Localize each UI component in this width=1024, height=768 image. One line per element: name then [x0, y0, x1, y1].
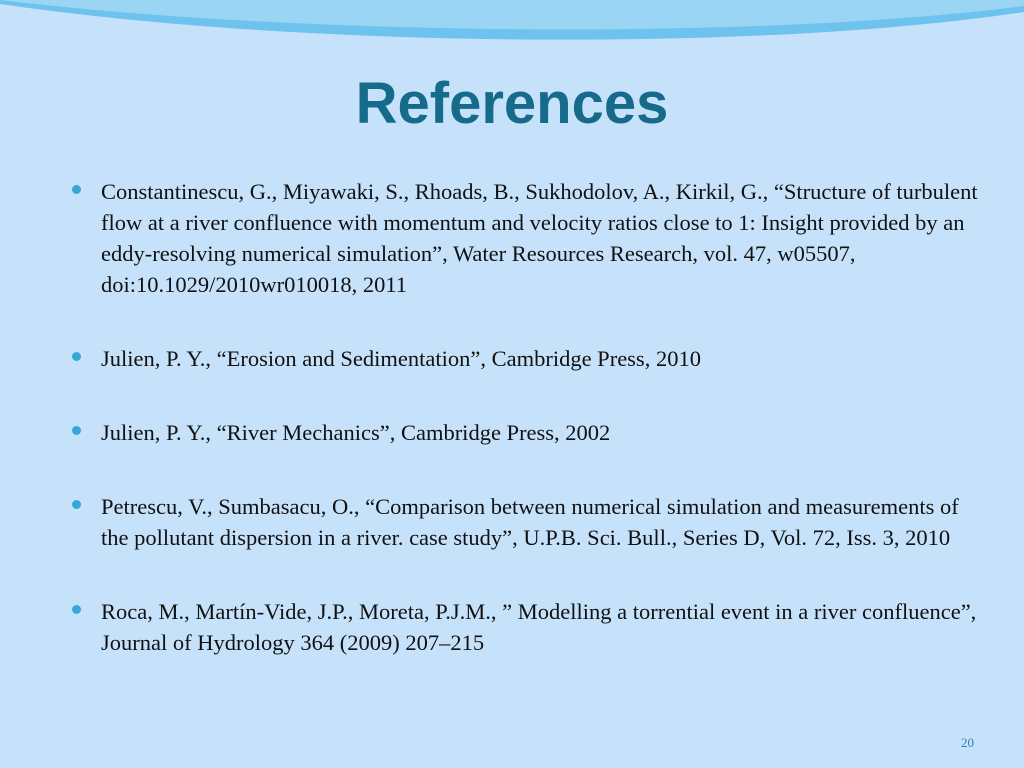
reference-list [70, 176, 990, 701]
reference-item [70, 176, 990, 300]
reference-item [70, 343, 990, 374]
bullet-icon [72, 605, 81, 614]
reference-text: Julien, P. Y., “River Mechanics”, Cambridge Press, 2002 [101, 420, 611, 445]
bullet-icon [72, 185, 81, 194]
top-wave-decoration [0, 0, 1024, 42]
reference-item [70, 491, 990, 553]
reference-text: Constantinescu, G., Miyawaki, S., Rhoads, B., Sukhodolov, A., Kirkil, G., “Structure of turbulent flow at a river confluence with momentum and velocity ratios close to 1: Insight provided by an eddy-resolving numerical simulation”, Water Resources Research, vol. 47, w05507, doi:10.1029/2010wr010018, 2011 [101, 179, 978, 297]
reference-item [70, 596, 990, 658]
bullet-icon [72, 500, 81, 509]
slide-title: References [355, 71, 669, 136]
bullet-icon [72, 352, 81, 361]
reference-text: Petrescu, V., Sumbasacu, O., “Comparison between numerical simulation and measurements of the pollutant dispersion in a river. case study”, U.P.B. Sci. Bull., Series D, Vol. 72, Iss. 3, 2010 [101, 494, 959, 550]
bullet-icon [72, 426, 81, 435]
page-number: 20 [961, 735, 974, 750]
reference-item [70, 417, 990, 448]
reference-text: Julien, P. Y., “Erosion and Sedimentation”, Cambridge Press, 2010 [101, 346, 701, 371]
reference-text: Roca, M., Martín-Vide, J.P., Moreta, P.J.M., ” Modelling a torrential event in a river confluence”, Journal of Hydrology 364 (2009) 207–215 [101, 599, 977, 655]
